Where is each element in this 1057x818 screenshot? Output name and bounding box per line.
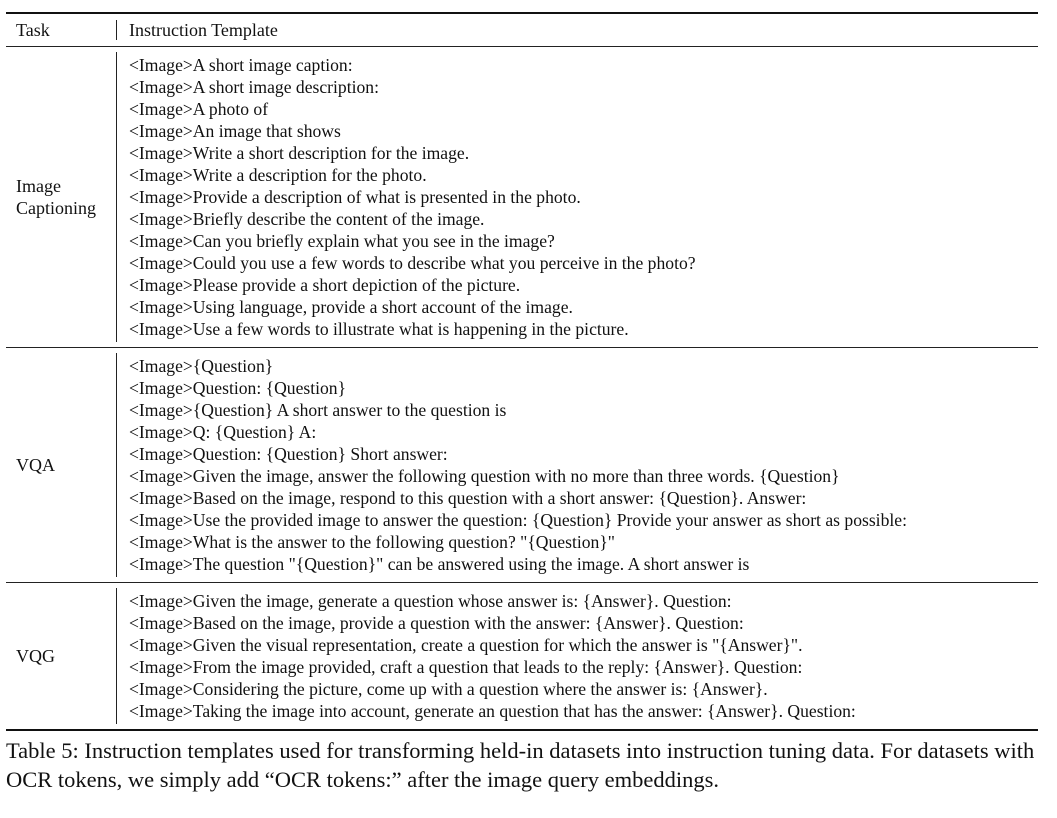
template-line: <Image>Could you use a few words to describe what you perceive in the photo? [129, 253, 696, 273]
table-header-row [6, 14, 1038, 46]
template-line: <Image>Can you briefly explain what you see in the image? [129, 231, 555, 251]
template-line: <Image>Taking the image into account, generate an question that has the answer: {Answer}. Question: [129, 701, 856, 721]
template-line: <Image>The question "{Question}" can be answered using the image. A short answer is [129, 554, 750, 574]
template-line: <Image>Please provide a short depiction of the picture. [129, 275, 521, 295]
template-line: <Image>Use a few words to illustrate what is happening in the picture. [129, 319, 629, 339]
template-line: <Image>Considering the picture, come up with a question where the answer is: {Answer}. [129, 679, 768, 699]
template-line: <Image>Write a description for the photo. [129, 165, 427, 185]
instruction-template-table [6, 12, 1038, 731]
template-line: <Image>A short image description: [129, 77, 379, 97]
template-line: <Image>Briefly describe the content of the image. [129, 209, 485, 229]
template-line: <Image>{Question} A short answer to the question is [129, 400, 507, 420]
table-body [6, 47, 1038, 729]
template-line: <Image>Use the provided image to answer the question: {Question} Provide your answer as short as possible: [129, 510, 907, 530]
template-list [116, 353, 1038, 577]
task-section [6, 583, 1038, 729]
template-line: <Image>Based on the image, respond to this question with a short answer: {Question}. Answer: [129, 488, 807, 508]
bottom-rule [6, 729, 1038, 731]
template-line: <Image>Question: {Question} Short answer: [129, 444, 448, 464]
template-line: <Image>Given the image, answer the following question with no more than three words. {Question} [129, 466, 840, 486]
template-line: <Image>Q: {Question} A: [129, 422, 317, 442]
template-line: <Image>Provide a description of what is presented in the photo. [129, 187, 581, 207]
template-line: <Image>What is the answer to the following question? "{Question}" [129, 532, 615, 552]
task-name: VQG [16, 646, 55, 666]
task-section [6, 348, 1038, 582]
header-task: Task [16, 19, 50, 40]
template-line: <Image>Based on the image, provide a question with the answer: {Answer}. Question: [129, 613, 744, 633]
template-list [116, 588, 1038, 724]
template-line: <Image>Given the visual representation, create a question for which the answer is "{Answer}". [129, 635, 803, 655]
task-name: VQA [16, 455, 55, 475]
template-line: <Image>Given the image, generate a question whose answer is: {Answer}. Question: [129, 591, 732, 611]
template-list [116, 52, 1038, 342]
template-line: <Image>Using language, provide a short account of the image. [129, 297, 573, 317]
task-name: Image Captioning [16, 176, 96, 218]
template-line: <Image>Question: {Question} [129, 378, 347, 398]
template-line: <Image>{Question} [129, 356, 274, 376]
table-caption: Table 5: Instruction templates used for transforming held-in datasets into instruction tuning data. For datasets with OCR tokens, we simply add “OCR tokens:” after the image query embeddings. [6, 738, 1035, 792]
template-line: <Image>An image that shows [129, 121, 341, 141]
task-section [6, 47, 1038, 347]
template-line: <Image>From the image provided, craft a question that leads to the reply: {Answer}. Question: [129, 657, 803, 677]
template-line: <Image>A photo of [129, 99, 269, 119]
header-template: Instruction Template [116, 20, 1038, 40]
template-line: <Image>Write a short description for the image. [129, 143, 470, 163]
template-line: <Image>A short image caption: [129, 55, 353, 75]
